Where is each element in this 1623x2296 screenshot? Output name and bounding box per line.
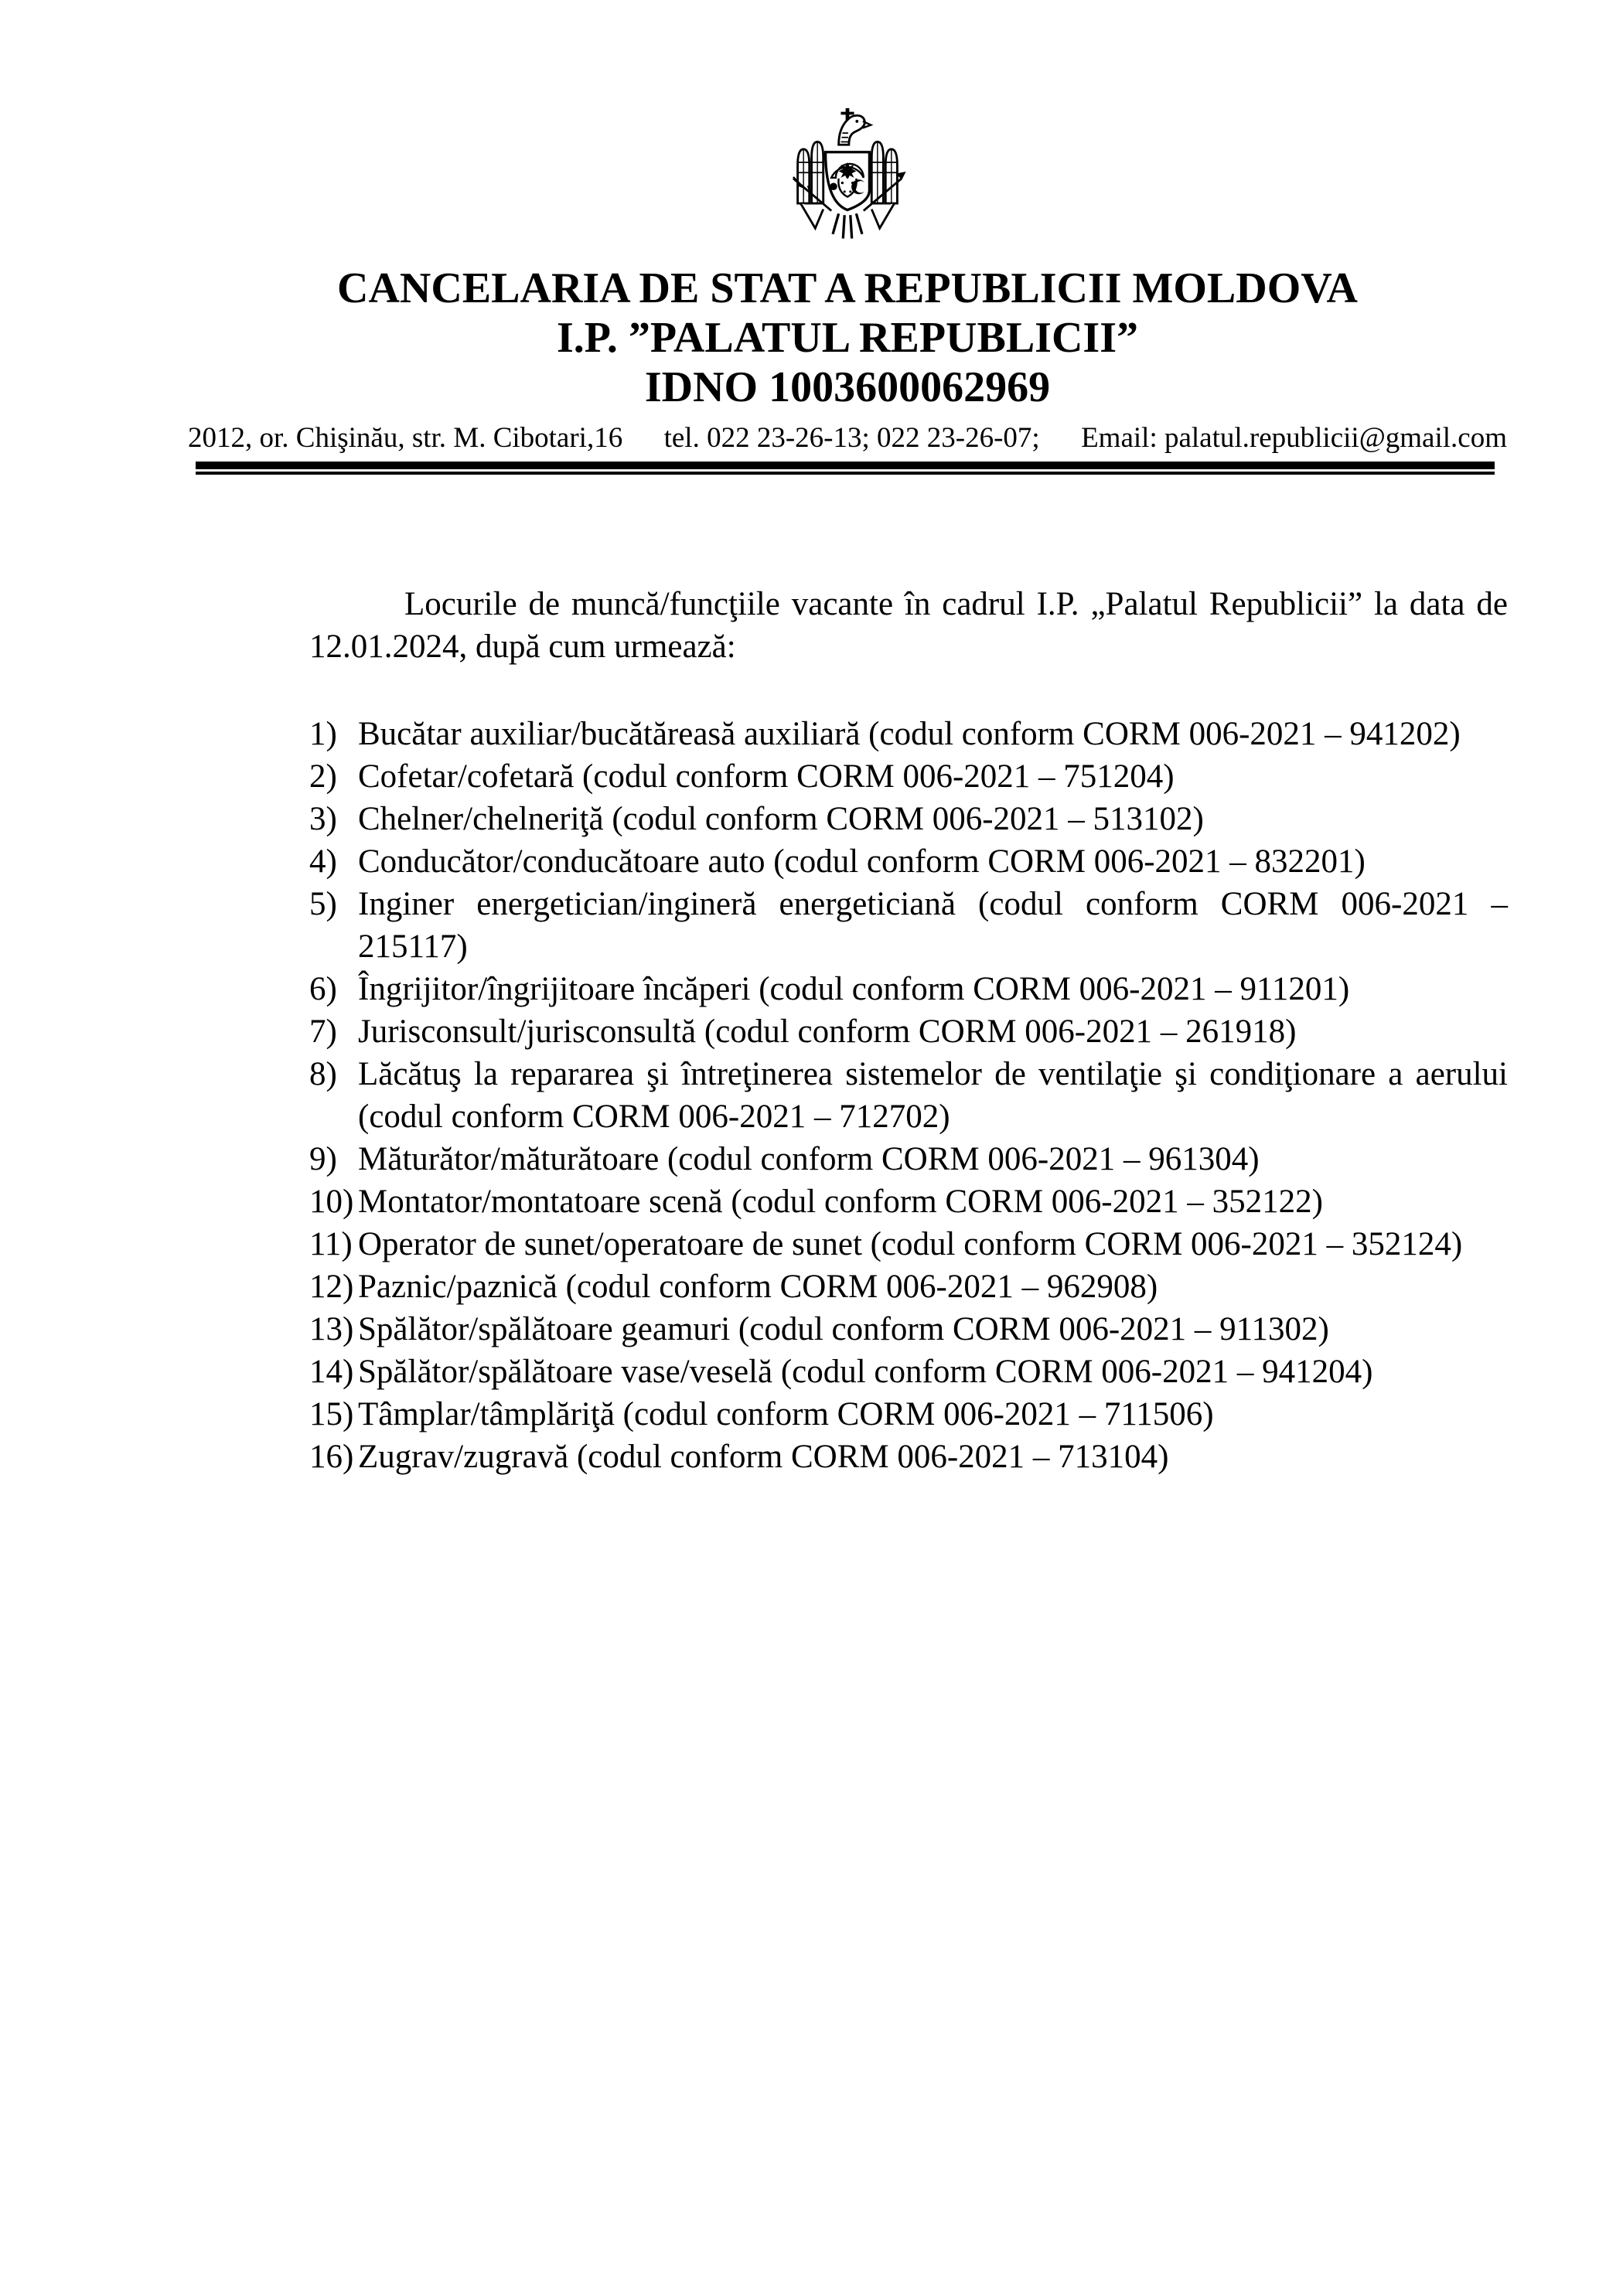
document-body [309,583,1508,1478]
vacancy-item [309,883,1508,968]
vacancy-item [309,1393,1508,1436]
org-name: CANCELARIA DE STAT A REPUBLICII MOLDOVA [337,264,1358,312]
vacancy-item [309,968,1508,1010]
org-subname: I.P. ”PALATUL REPUBLICII” [556,314,1138,362]
vacancy-number: 7) [309,1013,337,1050]
vacancy-item [309,1010,1508,1053]
moldova-coat-of-arms-icon [789,107,906,246]
vacancy-number: 8) [309,1056,337,1092]
vacancy-number: 15) [309,1396,354,1432]
vacancy-item [309,1436,1508,1478]
vacancy-number: 3) [309,801,337,837]
vacancy-number: 9) [309,1141,337,1177]
vacancy-item [309,713,1508,755]
org-phones: tel. 022 23-26-13; 022 23-26-07; [663,422,1040,454]
vacancy-item [309,755,1508,798]
vacancy-text: Zugrav/zugravă (codul conform CORM 006-2021 – 713104) [358,1439,1169,1475]
vacancy-item [309,1138,1508,1180]
vacancy-number: 6) [309,971,337,1007]
vacancy-text: Inginer energetician/ingineră energeticiană (codul conform CORM 006-2021 – [358,886,1508,922]
vacancy-item [309,798,1508,840]
vacancy-text: Spălător/spălătoare vase/veselă (codul conform CORM 006-2021 – 941204) [358,1354,1373,1390]
vacancy-text: Spălător/spălătoare geamuri (codul conform CORM 006-2021 – 911302) [358,1311,1329,1347]
vacancy-item [309,1180,1508,1223]
org-address: 2012, or. Chişinău, str. M. Cibotari,16 [188,422,623,454]
vacancy-text-wrap: 215117) [358,928,468,965]
vacancy-number: 14) [309,1354,354,1390]
letterhead [188,0,1507,1478]
vacancy-number: 11) [309,1226,353,1262]
vacancy-number: 1) [309,716,337,752]
org-header [188,264,1507,412]
vacancy-text: Operator de sunet/operatoare de sunet (codul conform CORM 006-2021 – 352124) [358,1226,1463,1262]
vacancy-text: Bucătar auxiliar/bucătăreasă auxiliară (codul conform CORM 006-2021 – 941202) [358,716,1461,752]
intro-line-1: Locurile de muncă/funcţiile vacante în cadrul I.P. „Palatul Republicii” la data de [404,586,1508,622]
vacancy-text: Montator/montatoare scenă (codul conform CORM 006-2021 – 352122) [358,1184,1323,1220]
vacancy-number: 5) [309,886,337,922]
vacancy-item [309,1266,1508,1308]
vacancy-number: 2) [309,758,337,795]
vacancy-item [309,1223,1508,1266]
contact-line [188,421,1507,455]
emblem-container [188,0,1507,250]
org-email: Email: palatul.republicii@gmail.com [1081,422,1507,454]
vacancy-number: 16) [309,1439,354,1475]
intro-paragraph [309,583,1508,668]
vacancy-text: Îngrijitor/îngrijitoare încăperi (codul conform CORM 006-2021 – 911201) [358,971,1350,1007]
vacancy-text: Lăcătuş la repararea şi întreţinerea sistemelor de ventilaţie şi condiţionare a aerului [358,1056,1508,1092]
vacancy-number: 4) [309,843,337,880]
vacancy-text: Tâmplar/tâmplăriţă (codul conform CORM 006-2021 – 711506) [358,1396,1214,1432]
vacancy-text: Cofetar/cofetară (codul conform CORM 006-2021 – 751204) [358,758,1175,795]
double-rule [196,462,1495,475]
vacancy-item [309,1308,1508,1351]
vacancy-number: 10) [309,1184,354,1220]
org-idno: IDNO 1003600062969 [644,363,1051,411]
vacancy-text: Jurisconsult/jurisconsultă (codul conform CORM 006-2021 – 261918) [358,1013,1297,1050]
vacancy-text: Chelner/chelneriţă (codul conform CORM 006-2021 – 513102) [358,801,1204,837]
vacancy-number: 13) [309,1311,354,1347]
vacancy-text: Conducător/conducătoare auto (codul conform CORM 006-2021 – 832201) [358,843,1366,880]
rule-thick-line [196,462,1495,469]
vacancy-text: Măturător/măturătoare (codul conform CORM 006-2021 – 961304) [358,1141,1260,1177]
intro-line-2: 12.01.2024, după cum urmează: [309,629,736,665]
vacancy-item [309,840,1508,883]
vacancy-item [309,1351,1508,1393]
vacancy-text-wrap: (codul conform CORM 006-2021 – 712702) [358,1099,950,1135]
vacancy-list [309,713,1508,1478]
rule-thin-line [196,472,1495,475]
vacancy-item [309,1053,1508,1138]
vacancy-text: Paznic/paznică (codul conform CORM 006-2021 – 962908) [358,1269,1158,1305]
vacancy-number: 12) [309,1269,354,1305]
